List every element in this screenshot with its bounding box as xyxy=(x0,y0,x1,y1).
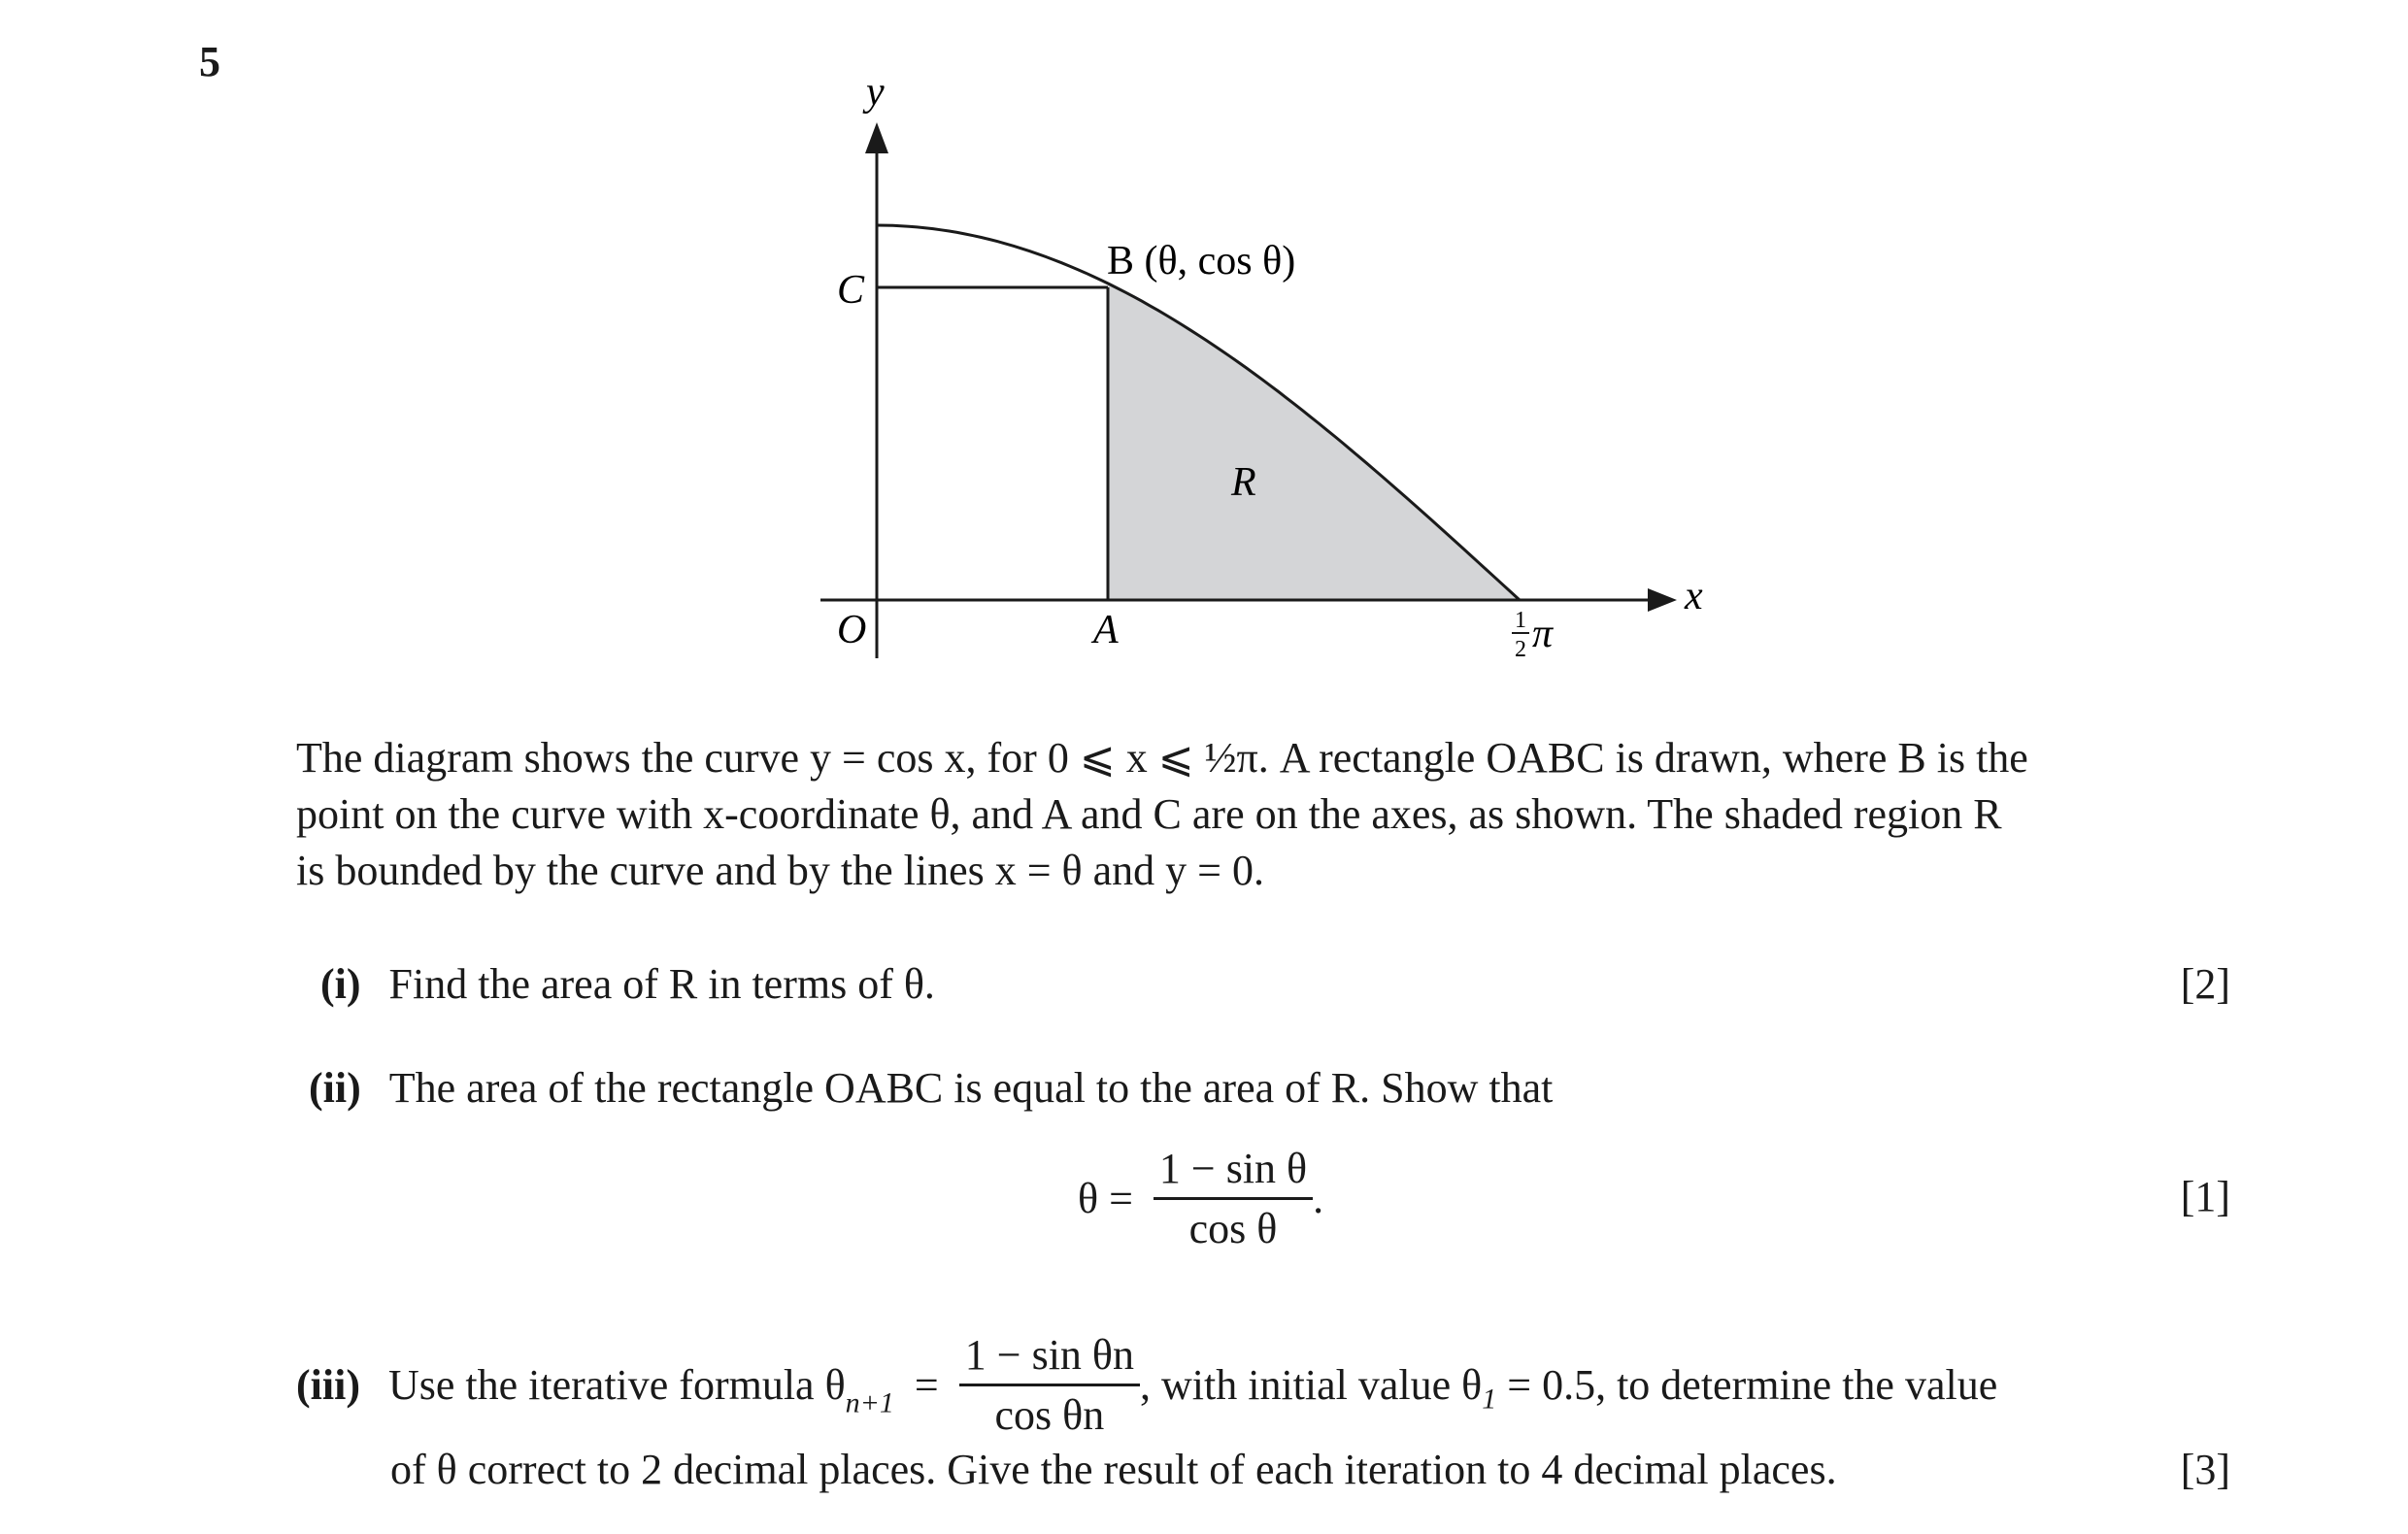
part-iii-fraction xyxy=(959,1330,1140,1440)
label-o: O xyxy=(837,608,867,652)
part-i-marks: [2] xyxy=(2180,960,2230,1008)
part-iii-numerator: 1 − sin θn xyxy=(959,1330,1140,1386)
part-iii-label: (iii) xyxy=(296,1361,360,1409)
intro-line-1: The diagram shows the curve y = cos x, for 0 ⩽ x ⩽ ½π. A rectangle OABC is drawn, where B is the xyxy=(296,734,2028,782)
label-region-r: R xyxy=(1231,460,1256,505)
part-iii-line-2: of θ correct to 2 decimal places. Give the result of each iteration to 4 decimal places. xyxy=(390,1446,1837,1493)
part-iii-text-c: = 0.5, to determine the value xyxy=(1496,1361,1998,1409)
part-ii-text: The area of the rectangle OABC is equal to the area of R. Show that xyxy=(388,1064,1554,1112)
question-number: 5 xyxy=(199,38,220,85)
part-iii xyxy=(296,1330,2228,1440)
intro-line-2: point on the curve with x-coordinate θ, and A and C are on the axes, as shown. The shaded region R xyxy=(296,790,2002,838)
part-ii-numerator: 1 − sin θ xyxy=(1154,1144,1313,1200)
label-half-pi-symbol: π xyxy=(1532,612,1554,656)
label-a: A xyxy=(1093,608,1119,652)
x-axis-label: x xyxy=(1685,574,1703,618)
part-i xyxy=(320,959,935,1009)
x-axis-arrow xyxy=(1648,588,1677,612)
part-iii-eq-sign: = xyxy=(914,1361,939,1409)
part-ii-denominator: cos θ xyxy=(1188,1205,1278,1252)
part-ii-eq-end: . xyxy=(1313,1175,1324,1222)
part-iii-sub-b: 1 xyxy=(1482,1383,1497,1416)
y-axis-arrow xyxy=(865,122,888,153)
part-iii-marks: [3] xyxy=(2180,1446,2230,1493)
part-iii-text-b: , with initial value θ xyxy=(1140,1361,1483,1409)
part-i-label: (i) xyxy=(320,960,361,1008)
y-axis-label: y xyxy=(866,70,885,115)
part-ii xyxy=(309,1063,1553,1113)
part-iii-text-a: Use the iterative formula θ xyxy=(387,1361,846,1409)
cosine-diagram xyxy=(0,0,2408,699)
intro-paragraph xyxy=(296,730,2228,899)
shaded-region-r xyxy=(1108,283,1520,600)
part-i-text: Find the area of R in terms of θ. xyxy=(388,960,935,1008)
part-iii-denominator: cos θn xyxy=(994,1391,1105,1439)
part-ii-fraction xyxy=(1154,1144,1313,1253)
part-ii-eq-lhs: θ = xyxy=(1078,1175,1133,1222)
label-half-pi-denominator: 2 xyxy=(1515,637,1526,662)
part-ii-marks: [1] xyxy=(2180,1173,2230,1220)
label-c: C xyxy=(837,268,865,313)
label-half-pi-numerator: 1 xyxy=(1515,608,1526,633)
part-ii-label: (ii) xyxy=(309,1064,361,1112)
part-iii-sub-a: n+1 xyxy=(845,1386,894,1419)
part-ii-equation xyxy=(1078,1144,1323,1253)
intro-line-3: is bounded by the curve and by the lines x = θ and y = 0. xyxy=(296,847,1264,894)
label-b: B (θ, cos θ) xyxy=(1107,239,1296,283)
